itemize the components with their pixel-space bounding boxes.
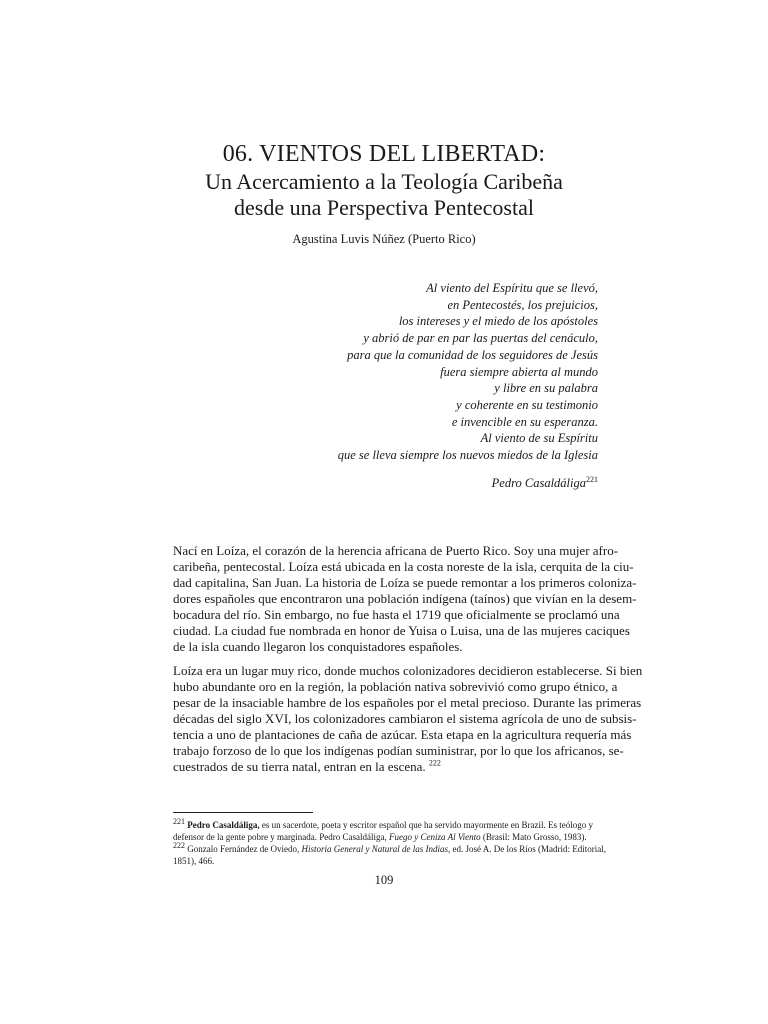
paragraph-1: [173, 543, 637, 655]
footnote-book-title: Historia General y Natural de las Indias: [301, 844, 448, 854]
epigraph-line: y abrió de par en par las puertas del cenáculo,: [363, 331, 598, 346]
epigraph-line: Al viento del Espíritu que se llevó,: [426, 281, 598, 295]
epigraph-line: y coherente en su testimonio: [456, 397, 598, 412]
paragraph-2: [173, 663, 643, 775]
footnote-text: es un sacerdote, poeta y escritor español que ha servido mayormente en Brazil. Es teólogo y: [259, 820, 593, 830]
epigraph-attribution: [492, 476, 598, 491]
footnote-ref-222[interactable]: 222: [428, 758, 441, 768]
footnote-ref-221[interactable]: 221: [586, 474, 598, 484]
body-line: ciudad. La ciudad fue nombrada en honor de Yuisa o Luisa, una de las mujeres caciques: [173, 623, 630, 638]
attribution-name: Pedro Casaldáliga: [491, 476, 586, 490]
footnote-text: , ed. José A. De los Ríos (Madrid: Editorial,: [447, 844, 606, 854]
epigraph-line: los intereses y el miedo de los apóstoles: [398, 314, 598, 329]
footnote-line: [173, 819, 598, 831]
epigraph-line: Al viento de su Espíritu: [480, 431, 598, 446]
body-line-text: cuestrados de su tierra natal, entran en la escena.: [173, 759, 426, 774]
body-line: pesar de la insaciable hambre de los españoles por el metal precioso. Durante las primeras: [173, 695, 642, 710]
body-line: de la isla cuando llegaron los conquistadores españoles.: [173, 639, 463, 654]
footnote-separator: [173, 812, 313, 813]
epigraph-line: en Pentecostés, los prejuicios,: [447, 297, 598, 312]
footnotes: [173, 817, 606, 867]
body-line: Nací en Loíza, el corazón de la herencia africana de Puerto Rico. Soy una mujer afro-: [173, 543, 619, 558]
epigraph: [178, 280, 598, 464]
epigraph-line: para que la comunidad de los seguidores de Jesús: [347, 347, 598, 362]
footnote-number: 222: [173, 841, 185, 850]
epigraph-line: y libre en su palabra: [494, 381, 598, 396]
author-line: Agustina Luvis Núñez (Puerto Rico): [292, 232, 476, 246]
footnote-book-title: Fuego y Ceniza Al Viento: [389, 832, 481, 842]
footnote-221: [173, 819, 598, 843]
chapter-title-line-3: desde una Perspectiva Pentecostal: [234, 195, 534, 220]
chapter-title: [0, 140, 768, 221]
body-line: tencia a uno de plantaciones de caña de azúcar. Esta etapa en la agricultura requería más: [173, 727, 632, 742]
epigraph-line: fuera siempre abierta al mundo: [440, 364, 598, 379]
page-number: 109: [374, 873, 394, 887]
body-line: dad capitalina, San Juan. La historia de Loíza se puede remontar a los primeros coloniza-: [173, 575, 637, 590]
footnote-222: [173, 841, 606, 867]
chapter-title-line-1: 06. VIENTOS DEL LIBERTAD:: [222, 141, 546, 167]
body-line: hubo abundante oro en la región, la población nativa sobrevivió como grupo étnico, a: [173, 679, 618, 694]
footnote-text: defensor de la gente pobre y marginada. Pedro Casaldáliga,: [173, 832, 390, 842]
footnote-line: [173, 831, 598, 843]
body-line: bocadura del río. Sin embargo, no fue hasta el 1719 que oficialmente se proclamó una: [173, 607, 620, 622]
body-line: décadas del siglo XVI, los colonizadores cambiaron el sistema agrícola de uno de subsis-: [173, 711, 637, 726]
footnote-number: 221: [173, 817, 185, 826]
body-line: trabajo forzoso de lo que los indígenas podían suministrar, por lo que los africanos, se-: [173, 743, 624, 758]
footnote-name: Pedro Casaldáliga,: [187, 820, 260, 830]
body-text: [173, 543, 643, 783]
epigraph-line: que se lleva siempre los nuevos miedos de la Iglesia: [337, 448, 598, 463]
footnote-text: Gonzalo Fernández de Oviedo,: [185, 844, 302, 854]
footnote-line: [173, 841, 606, 855]
body-line: Loíza era un lugar muy rico, donde muchos colonizadores decidieron establecerse. Si bien: [173, 663, 643, 678]
body-line: caribeña, pentecostal. Loíza está ubicada en la costa noreste de la isla, cerquita de la ciu-: [173, 559, 634, 574]
footnote-line: 1851), 466.: [173, 856, 215, 866]
body-line-last: [173, 759, 598, 775]
footnote-text: (Brasil: Mato Grosso, 1983).: [480, 832, 587, 842]
epigraph-line: e invencible en su esperanza.: [451, 414, 598, 429]
chapter-title-line-2: Un Acercamiento a la Teología Caribeña: [205, 169, 563, 194]
body-line: dores españoles que encontraron una población indígena (taínos) que vivían en la desem-: [173, 591, 637, 606]
